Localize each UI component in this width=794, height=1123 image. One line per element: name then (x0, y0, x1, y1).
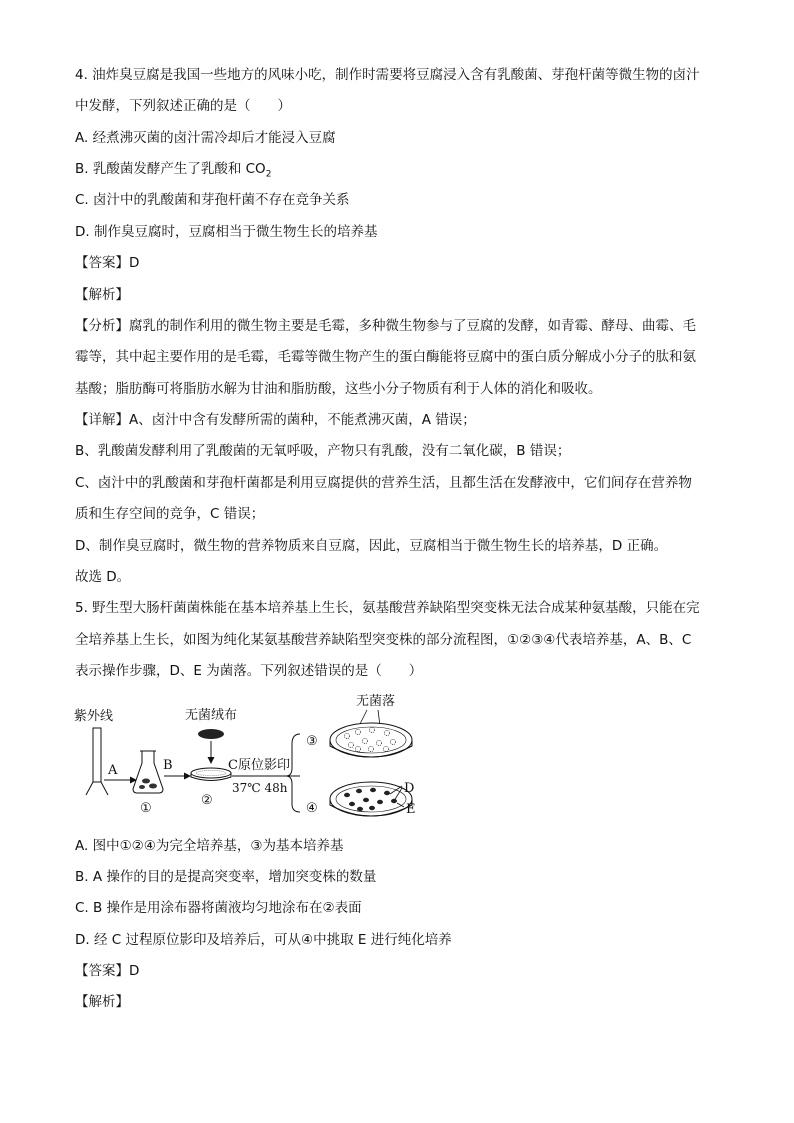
colony-e-label: E (406, 802, 416, 817)
q4-option-d: D. 制作臭豆腐时，豆腐相当于微生物生长的培养基 (75, 224, 378, 240)
medium-2-label: ② (201, 793, 213, 808)
q5-option-d: D. 经 C 过程原位影印及培养后，可从④中挑取 E 进行纯化培养 (75, 932, 452, 948)
no-colony-label: 无菌落 (356, 694, 396, 709)
q5-stem-line3: 表示操作步骤，D、E 为菌落。下列叙述错误的是（ ） (75, 663, 423, 679)
q4-option-b-text: B. 乳酸菌发酵产生了乳酸和 CO (75, 161, 266, 177)
q5-stem-line1: 5. 野生型大肠杆菌菌株能在基本培养基上生长，氨基酸营养缺陷型突变株无法合成某种氨基酸，只能在完 (75, 600, 700, 616)
q4-conclusion: 故选 D。 (75, 569, 131, 585)
step-c-label: C原位影印 (228, 758, 290, 773)
q4-option-b-subscript: 2 (265, 169, 272, 180)
q4-xiangjie-line2: B、乳酸菌发酵利用了乳酸菌的无氧呼吸，产物只有乳酸，没有二氧化碳，B 错误； (75, 443, 571, 459)
velvet-pad-icon (198, 729, 224, 739)
medium-1-label: ① (140, 801, 152, 816)
q5-analysis-title: 【解析】 (75, 994, 129, 1010)
step-a-label: A (108, 763, 118, 778)
plate-2-icon (191, 768, 231, 781)
q5-option-c: C. B 操作是用涂布器将菌液均匀地涂布在②表面 (75, 900, 362, 916)
q4-analysis-title: 【解析】 (75, 287, 129, 303)
velvet-label: 无菌绒布 (185, 708, 238, 723)
q4-fenxi-line1: 【分析】腐乳的制作利用的微生物主要是毛霉，多种微生物参与了豆腐的发酵，如青霉、酵母、曲霉、毛 (75, 318, 696, 334)
q4-xiangjie-line3: C、卤汁中的乳酸菌和芽孢杆菌都是利用豆腐提供的营养生活，且都生活在发酵液中，它们间存在营养物 (75, 475, 692, 491)
medium-4-label: ④ (306, 801, 318, 816)
q5-option-a: A. 图中①②④为完全培养基，③为基本培养基 (75, 838, 344, 854)
uv-label: 紫外线 (74, 709, 114, 724)
colony-d-label: D (404, 781, 415, 796)
plate-3-icon (330, 723, 412, 757)
q4-fenxi-line3: 基酸；脂肪酶可将脂肪水解为甘油和脂肪酸，这些小分子物质有利于人体的消化和吸收。 (75, 381, 602, 397)
q4-option-b (75, 160, 271, 184)
q5-option-b: B. A 操作的目的是提高突变率，增加突变株的数量 (75, 869, 377, 885)
q4-answer: 【答案】D (75, 255, 140, 271)
q4-fenxi-line2: 霉等，其中起主要作用的是毛霉，毛霉等微生物产生的蛋白酶能将豆腐中的蛋白质分解成小分子的肽和氨 (75, 349, 696, 365)
branch-brace (286, 734, 300, 812)
uv-lamp-icon (86, 728, 108, 795)
step-b-label: B (163, 758, 173, 773)
q4-xiangjie-line1: 【详解】A、卤汁中含有发酵所需的菌种，不能煮沸灭菌，A 错误； (75, 412, 476, 428)
q5-stem-line2: 全培养基上生长，如图为纯化某氨基酸营养缺陷型突变株的部分流程图，①②③④代表培养基，A、B、C (75, 632, 692, 648)
medium-3-label: ③ (306, 734, 318, 749)
q4-option-c: C. 卤汁中的乳酸菌和芽孢杆菌不存在竞争关系 (75, 192, 350, 208)
q4-xiangjie-line5: D、制作臭豆腐时，微生物的营养物质来自豆腐，因此，豆腐相当于微生物生长的培养基，D 正确。 (75, 538, 668, 554)
flask-icon (133, 751, 163, 793)
q5-answer: 【答案】D (75, 963, 140, 979)
q4-stem-line1: 4. 油炸臭豆腐是我国一些地方的风味小吃，制作时需要将豆腐浸入含有乳酸菌、芽孢杆菌等微生物的卤汁 (75, 67, 700, 83)
q4-option-a: A. 经煮沸灭菌的卤汁需冷却后才能浸入豆腐 (75, 130, 336, 146)
q4-stem-line2: 中发酵，下列叙述正确的是（ ） (75, 98, 291, 114)
q4-xiangjie-line4: 质和生存空间的竞争，C 错误； (75, 506, 265, 522)
condition-label: 37℃ 48h (232, 781, 288, 795)
q5-flow-diagram (60, 688, 430, 833)
